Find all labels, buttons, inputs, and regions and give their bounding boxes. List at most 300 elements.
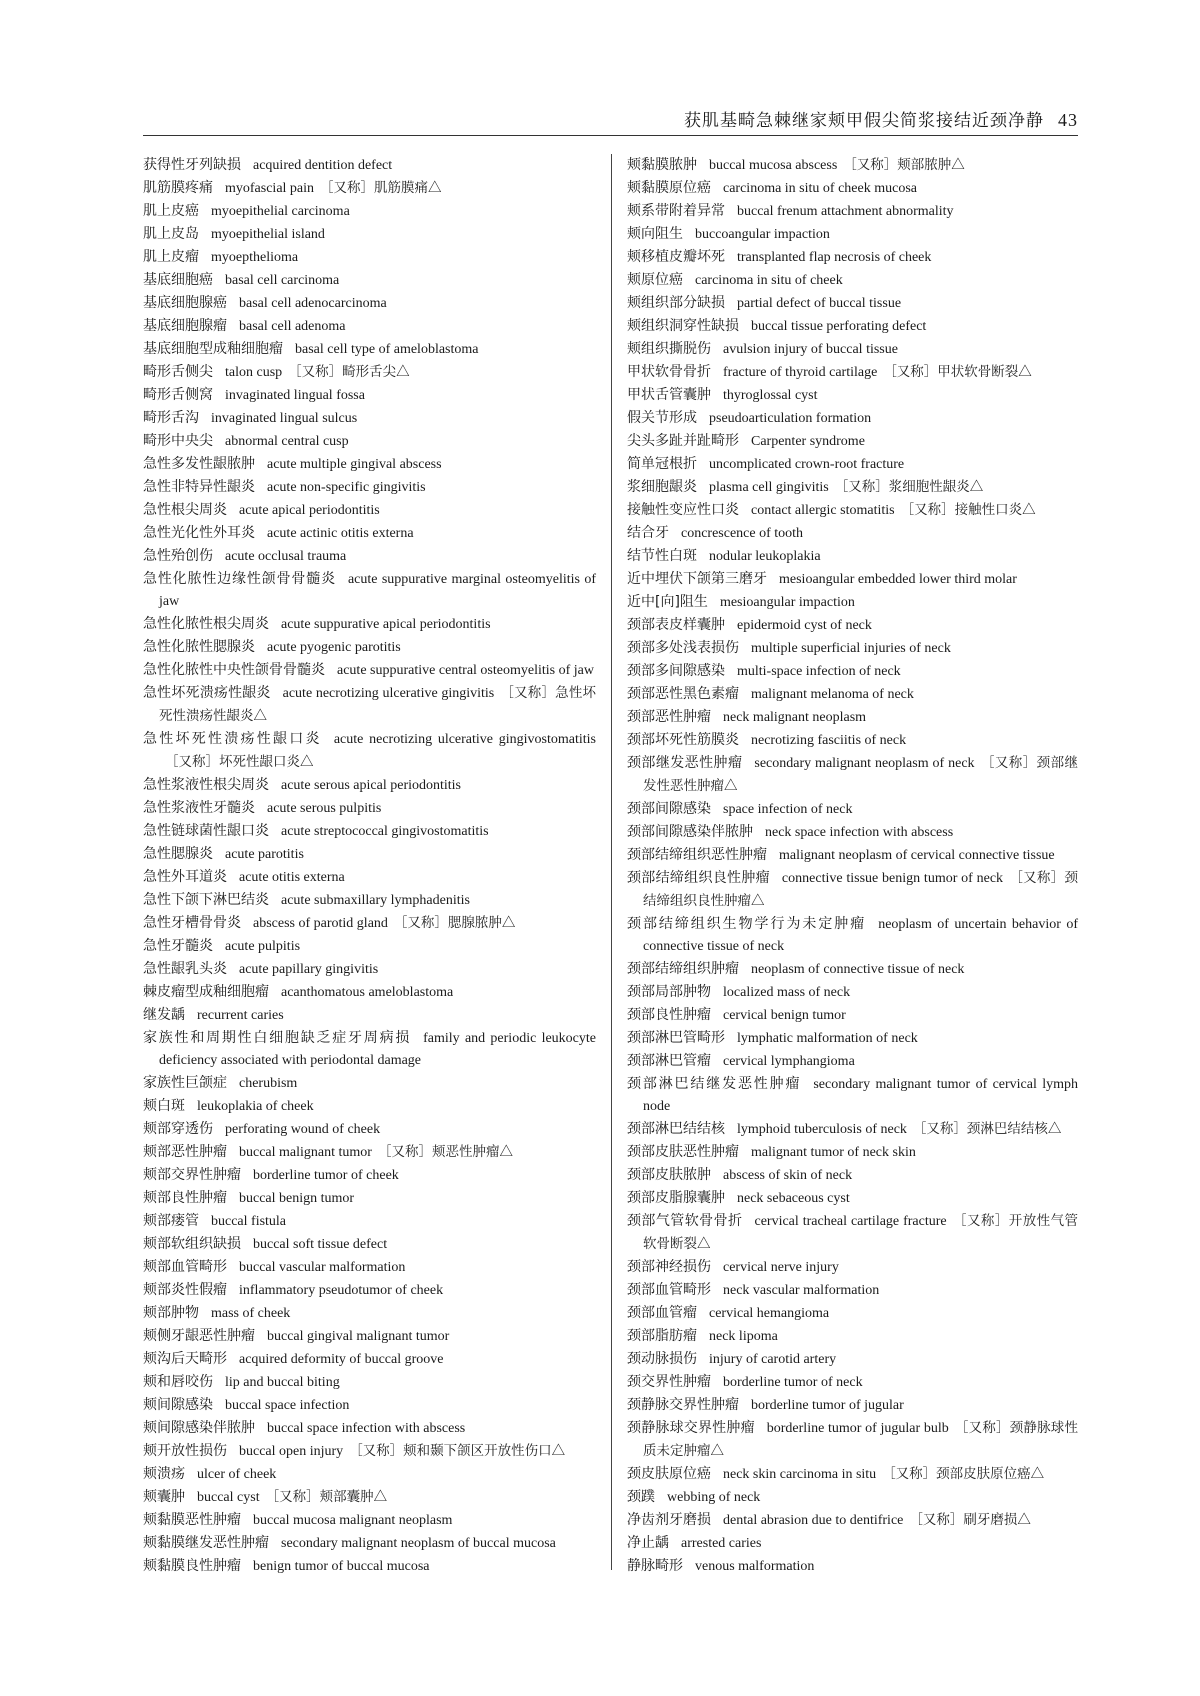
glossary-entry: [627, 614, 1078, 637]
term-chinese: 颊溃疡: [143, 1466, 185, 1482]
term-chinese: 颊沟后天畸形: [143, 1351, 227, 1367]
term-chinese: 颈部淋巴结结核: [627, 1121, 725, 1137]
term-chinese: 急性化脓性腮腺炎: [143, 639, 255, 655]
glossary-entry: [143, 981, 596, 1004]
term-chinese: 颈动脉损伤: [627, 1351, 697, 1367]
glossary-entry: [143, 636, 596, 659]
term-chinese: 简单冠根折: [627, 456, 697, 472]
term-english: inflammatory pseudotumor of cheek: [239, 1283, 444, 1298]
term-chinese: 颊移植皮瓣坏死: [627, 249, 725, 265]
glossary-entry: [143, 682, 596, 728]
glossary-entry: [143, 499, 596, 522]
glossary-entry: [627, 200, 1078, 223]
glossary-entry: [143, 1072, 596, 1095]
glossary-entry: [627, 1164, 1078, 1187]
term-chinese: 浆细胞龈炎: [627, 479, 697, 495]
glossary-entry: [627, 729, 1078, 752]
glossary-entry: [627, 752, 1078, 798]
term-english: arrested caries: [681, 1536, 762, 1551]
term-english: buccal malignant tumor: [239, 1145, 372, 1160]
glossary-entry: [143, 430, 596, 453]
glossary-entry: [143, 338, 596, 361]
glossary-entry: [627, 154, 1078, 177]
term-english: mesioangular impaction: [719, 595, 855, 610]
term-english: acute non-specific gingivitis: [267, 480, 426, 495]
term-english: acute submaxillary lymphadenitis: [281, 893, 470, 908]
term-synonym: ［又称］接触性口炎△: [900, 502, 1036, 517]
term-chinese: 近中埋伏下颌第三磨牙: [627, 571, 767, 587]
glossary-entry: [143, 1417, 596, 1440]
glossary-entry: [627, 637, 1078, 660]
glossary-entry: [143, 476, 596, 499]
term-english: fracture of thyroid cartilage: [723, 365, 878, 380]
term-english: acquired deformity of buccal groove: [239, 1352, 444, 1367]
term-chinese: 尖头多趾并趾畸形: [627, 433, 739, 449]
glossary-entry: [143, 1256, 596, 1279]
term-chinese: 颊部交界性肿瘤: [143, 1167, 241, 1183]
glossary-entry: [627, 246, 1078, 269]
glossary-entry: [627, 1509, 1078, 1532]
term-chinese: 颊系带附着异常: [627, 203, 725, 219]
term-chinese: 急性下颌下淋巴结炎: [143, 892, 269, 908]
glossary-entry: [143, 1118, 596, 1141]
term-chinese: 颊白斑: [143, 1098, 185, 1114]
term-chinese: 颈部皮脂腺囊肿: [627, 1190, 725, 1206]
term-english: acute pulpitis: [225, 939, 301, 954]
term-english: buccal cyst: [197, 1490, 260, 1505]
term-chinese: 畸形舌侧尖: [143, 364, 213, 380]
term-english: neoplasm of connective tissue of neck: [751, 962, 965, 977]
glossary-entry: [627, 545, 1078, 568]
term-english: acute serous pulpitis: [267, 801, 382, 816]
term-english: cervical tracheal cartilage fracture: [754, 1214, 947, 1229]
running-header: [684, 106, 1078, 131]
glossary-entry: [627, 1118, 1078, 1141]
term-chinese: 颊组织洞穿性缺损: [627, 318, 739, 334]
term-chinese: 急性浆液性牙髓炎: [143, 800, 255, 816]
glossary-entry: [627, 384, 1078, 407]
term-chinese: 颊黏膜原位癌: [627, 180, 711, 196]
glossary-entry: [627, 798, 1078, 821]
page-number: 43: [1058, 110, 1078, 130]
glossary-entry: [627, 1532, 1078, 1555]
glossary-entry: [627, 499, 1078, 522]
term-chinese: 颈交界性肿瘤: [627, 1374, 711, 1390]
term-chinese: 颊间隙感染伴脓肿: [143, 1420, 255, 1436]
glossary-entry: [627, 223, 1078, 246]
term-chinese: 急性化脓性中央性颌骨骨髓炎: [143, 662, 325, 678]
glossary-entry: [143, 1027, 596, 1072]
term-chinese: 急性龈乳头炎: [143, 961, 227, 977]
term-chinese: 结节性白斑: [627, 548, 697, 564]
term-synonym: ［又称］颈结缔组织良性肿瘤△: [643, 870, 1079, 908]
term-chinese: 颈部气管软骨骨折: [627, 1213, 743, 1229]
term-english: acute parotitis: [225, 847, 304, 862]
term-chinese: 颈部结缔组织生物学行为未定肿瘤: [627, 916, 867, 932]
glossary-entry: [627, 913, 1078, 958]
term-chinese: 颊部良性肿瘤: [143, 1190, 227, 1206]
term-english: neck lipoma: [709, 1329, 778, 1344]
term-chinese: 颊部肿物: [143, 1305, 199, 1321]
term-synonym: ［又称］腮腺脓肿△: [393, 915, 516, 930]
term-chinese: 急性腮腺炎: [143, 846, 213, 862]
term-chinese: 肌上皮岛: [143, 226, 199, 242]
term-chinese: 急性化脓性边缘性颌骨骨髓炎: [143, 571, 336, 587]
term-english: neoplasm of uncertain behavior of connective tissue of neck: [643, 917, 1079, 954]
term-english: buccal space infection: [225, 1398, 350, 1413]
term-synonym: ［又称］肌筋膜痛△: [320, 180, 442, 195]
glossary-entry: [627, 1371, 1078, 1394]
glossary-entry: [627, 867, 1078, 913]
glossary-entry: [143, 292, 596, 315]
glossary-entry: [143, 407, 596, 430]
term-synonym: ［又称］坏死性龈口炎△: [165, 754, 314, 769]
term-english: dental abrasion due to dentifrice: [723, 1513, 904, 1528]
column-divider: [611, 154, 612, 1570]
glossary-entry: [627, 1302, 1078, 1325]
term-chinese: 颊部血管畸形: [143, 1259, 227, 1275]
term-english: malignant neoplasm of cervical connective tissue: [779, 848, 1055, 863]
term-chinese: 颈部血管畸形: [627, 1282, 711, 1298]
term-english: transplanted flap necrosis of cheek: [737, 250, 932, 265]
term-english: myoepithelial carcinoma: [211, 204, 350, 219]
term-chinese: 颈部局部肿物: [627, 984, 711, 1000]
term-english: basal cell type of ameloblastoma: [295, 342, 479, 357]
header-rule: [143, 135, 1078, 136]
term-chinese: 颈部淋巴结继发恶性肿瘤: [627, 1076, 802, 1092]
term-english: buccal soft tissue defect: [253, 1237, 388, 1252]
glossary-entry: [627, 844, 1078, 867]
glossary-entry: [627, 522, 1078, 545]
term-chinese: 颈静脉球交界性肿瘤: [627, 1420, 755, 1436]
term-english: neck malignant neoplasm: [723, 710, 867, 725]
term-english: lymphoid tuberculosis of neck: [737, 1122, 907, 1137]
term-english: space infection of neck: [723, 802, 853, 817]
term-chinese: 甲状舌管囊肿: [627, 387, 711, 403]
term-synonym: ［又称］浆细胞性龈炎△: [834, 479, 984, 494]
term-english: acute suppurative marginal osteomyelitis of jaw: [159, 572, 596, 609]
term-english: acute papillary gingivitis: [239, 962, 379, 977]
term-synonym: ［又称］颊部囊肿△: [265, 1489, 388, 1504]
term-english: plasma cell gingivitis: [709, 480, 829, 495]
glossary-entry: [143, 568, 596, 613]
term-english: necrotizing fasciitis of neck: [751, 733, 907, 748]
glossary-entry: [143, 384, 596, 407]
term-synonym: ［又称］畸形舌尖△: [288, 364, 410, 379]
term-english: neck sebaceous cyst: [737, 1191, 850, 1206]
term-english: secondary malignant neoplasm of neck: [754, 756, 975, 771]
term-chinese: 颊和唇咬伤: [143, 1374, 213, 1390]
term-chinese: 颈部结缔组织良性肿瘤: [627, 870, 770, 886]
glossary-entry: [627, 1050, 1078, 1073]
term-chinese: 颊原位癌: [627, 272, 683, 288]
term-english: myoepithelial island: [211, 227, 325, 242]
term-chinese: 净止龋: [627, 1535, 669, 1551]
glossary-entry: [143, 315, 596, 338]
term-english: borderline tumor of neck: [723, 1375, 863, 1390]
term-english: malignant tumor of neck skin: [751, 1145, 916, 1160]
term-chinese: 颊黏膜脓肿: [627, 157, 697, 173]
term-english: buccal benign tumor: [239, 1191, 355, 1206]
term-english: localized mass of neck: [723, 985, 851, 1000]
term-english: buccal space infection with abscess: [267, 1421, 466, 1436]
glossary-entry: [627, 361, 1078, 384]
glossary-entry: [143, 797, 596, 820]
term-english: myoepthelioma: [211, 250, 299, 265]
term-english: carcinoma in situ of cheek: [695, 273, 843, 288]
term-chinese: 颊侧牙龈恶性肿瘤: [143, 1328, 255, 1344]
term-chinese: 急性坏死溃疡性龈炎: [143, 685, 271, 701]
term-chinese: 静脉畸形: [627, 1558, 683, 1574]
term-chinese: 急性根尖周炎: [143, 502, 227, 518]
glossary-entry: [143, 1279, 596, 1302]
term-english: ulcer of cheek: [197, 1467, 277, 1482]
term-english: cervical lymphangioma: [723, 1054, 855, 1069]
right-column: [627, 154, 1078, 1578]
term-chinese: 颊部穿透伤: [143, 1121, 213, 1137]
term-english: acute suppurative central osteomyelitis of jaw: [337, 663, 594, 678]
term-english: nodular leukoplakia: [709, 549, 821, 564]
term-english: acute suppurative apical periodontitis: [281, 617, 491, 632]
glossary-entry: [143, 1302, 596, 1325]
term-chinese: 颊组织撕脱伤: [627, 341, 711, 357]
glossary-entry: [627, 981, 1078, 1004]
term-chinese: 颈部脂肪瘤: [627, 1328, 697, 1344]
term-chinese: 基底细胞型成釉细胞瘤: [143, 341, 283, 357]
term-chinese: 颈部良性肿瘤: [627, 1007, 711, 1023]
term-chinese: 肌上皮癌: [143, 203, 199, 219]
term-chinese: 基底细胞癌: [143, 272, 213, 288]
glossary-entry: [143, 1371, 596, 1394]
term-chinese: 颈部表皮样囊肿: [627, 617, 725, 633]
term-chinese: 急性外耳道炎: [143, 869, 227, 885]
term-chinese: 颊囊肿: [143, 1489, 185, 1505]
term-english: avulsion injury of buccal tissue: [723, 342, 898, 357]
term-chinese: 颈部神经损伤: [627, 1259, 711, 1275]
term-synonym: ［又称］刷牙磨损△: [909, 1512, 1031, 1527]
term-english: buccal fistula: [211, 1214, 287, 1229]
term-chinese: 颈皮肤原位癌: [627, 1466, 711, 1482]
term-english: acute serous apical periodontitis: [281, 778, 461, 793]
glossary-entry: [143, 820, 596, 843]
term-english: webbing of neck: [667, 1490, 761, 1505]
term-english: malignant melanoma of neck: [751, 687, 914, 702]
glossary-entry: [627, 1325, 1078, 1348]
page-header: [143, 104, 1078, 136]
term-english: leukoplakia of cheek: [197, 1099, 314, 1114]
term-english: acute occlusal trauma: [225, 549, 347, 564]
term-english: lip and buccal biting: [225, 1375, 340, 1390]
term-english: Carpenter syndrome: [751, 434, 865, 449]
glossary-entry: [627, 660, 1078, 683]
term-english: contact allergic stomatitis: [751, 503, 895, 518]
term-english: buccal open injury: [239, 1444, 344, 1459]
glossary-entry: [143, 177, 596, 200]
glossary-entry: [627, 453, 1078, 476]
term-chinese: 颈部多处浅表损伤: [627, 640, 739, 656]
glossary-entry: [627, 1486, 1078, 1509]
term-english: buccal frenum attachment abnormality: [737, 204, 954, 219]
term-english: cervical hemangioma: [709, 1306, 830, 1321]
term-chinese: 甲状软骨骨折: [627, 364, 711, 380]
glossary-entry: [627, 476, 1078, 499]
term-chinese: 肌上皮瘤: [143, 249, 199, 265]
glossary-entry: [143, 843, 596, 866]
glossary-entry: [143, 200, 596, 223]
term-chinese: 颈部血管瘤: [627, 1305, 697, 1321]
glossary-entry: [143, 1555, 596, 1578]
glossary-entry: [627, 1348, 1078, 1371]
glossary-entry: [143, 1440, 596, 1463]
term-english: acute apical periodontitis: [239, 503, 380, 518]
glossary-entry: [627, 269, 1078, 292]
glossary-entry: [143, 223, 596, 246]
term-synonym: ［又称］颈部皮肤原位癌△: [882, 1466, 1045, 1481]
glossary-entry: [627, 568, 1078, 591]
term-chinese: 颊间隙感染: [143, 1397, 213, 1413]
term-english: invaginated lingual fossa: [225, 388, 365, 403]
glossary-entry: [143, 545, 596, 568]
term-chinese: 结合牙: [627, 525, 669, 541]
term-chinese: 颈部间隙感染伴脓肿: [627, 824, 753, 840]
glossary-entry: [143, 522, 596, 545]
term-english: acute necrotizing ulcerative gingivostomatitis: [333, 732, 596, 747]
glossary-entry: [627, 177, 1078, 200]
glossary-entry: [627, 1027, 1078, 1050]
glossary-entry: [143, 613, 596, 636]
term-chinese: 急性殆创伤: [143, 548, 213, 564]
glossary-entry: [143, 154, 596, 177]
term-chinese: 获得性牙列缺损: [143, 157, 241, 173]
term-synonym: ［又称］颊和颞下颌区开放性伤口△: [349, 1443, 566, 1458]
glossary-entry: [143, 1509, 596, 1532]
glossary-entry: [627, 1417, 1078, 1463]
term-chinese: 颊组织部分缺损: [627, 295, 725, 311]
term-english: partial defect of buccal tissue: [737, 296, 902, 311]
term-chinese: 急性化脓性根尖周炎: [143, 616, 269, 632]
glossary-entry: [627, 1463, 1078, 1486]
term-synonym: ［又称］颈部继发性恶性肿瘤△: [643, 755, 1078, 793]
glossary-entry: [627, 591, 1078, 614]
term-chinese: 净齿剂牙磨损: [627, 1512, 711, 1528]
glossary-entry: [143, 1004, 596, 1027]
term-english: abscess of parotid gland: [253, 916, 388, 931]
glossary-entry: [143, 958, 596, 981]
glossary-entry: [627, 1210, 1078, 1256]
term-synonym: ［又称］颈淋巴结结核△: [912, 1121, 1062, 1136]
glossary-entry: [143, 1187, 596, 1210]
glossary-entry: [143, 774, 596, 797]
term-english: abscess of skin of neck: [723, 1168, 853, 1183]
term-chinese: 肌筋膜疼痛: [143, 180, 213, 196]
term-chinese: 颈部恶性黑色素瘤: [627, 686, 739, 702]
term-english: neck skin carcinoma in situ: [723, 1467, 877, 1482]
term-chinese: 颊部炎性假瘤: [143, 1282, 227, 1298]
term-chinese: 颊向阻生: [627, 226, 683, 242]
term-english: recurrent caries: [197, 1008, 284, 1023]
term-english: concrescence of tooth: [681, 526, 804, 541]
term-chinese: 棘皮瘤型成釉细胞瘤: [143, 984, 269, 1000]
glossary-entry: [143, 1394, 596, 1417]
term-english: acute otitis externa: [239, 870, 345, 885]
term-english: multi-space infection of neck: [737, 664, 901, 679]
term-synonym: ［又称］颊恶性肿瘤△: [377, 1144, 513, 1159]
term-english: basal cell adenocarcinoma: [239, 296, 387, 311]
glossary-entry: [627, 430, 1078, 453]
term-chinese: 颈部坏死性筋膜炎: [627, 732, 739, 748]
glossary-entry: [143, 889, 596, 912]
term-chinese: 颊黏膜继发恶性肿瘤: [143, 1535, 269, 1551]
glossary-entry: [143, 912, 596, 935]
term-chinese: 畸形中央尖: [143, 433, 213, 449]
term-chinese: 颈部结缔组织恶性肿瘤: [627, 847, 767, 863]
term-chinese: 急性链球菌性龈口炎: [143, 823, 269, 839]
glossary-entry: [143, 1210, 596, 1233]
term-english: injury of carotid artery: [709, 1352, 837, 1367]
term-english: carcinoma in situ of cheek mucosa: [723, 181, 917, 196]
term-english: cervical benign tumor: [723, 1008, 846, 1023]
term-chinese: 颈部多间隙感染: [627, 663, 725, 679]
term-synonym: ［又称］颊部脓肿△: [843, 157, 965, 172]
term-english: buccal vascular malformation: [239, 1260, 406, 1275]
term-chinese: 颈部皮肤脓肿: [627, 1167, 711, 1183]
term-chinese: 颊部软组织缺损: [143, 1236, 241, 1252]
glossary-entry: [627, 292, 1078, 315]
term-english: family and periodic leukocyte deficiency associated with periodontal damage: [159, 1031, 596, 1068]
term-chinese: 颊部瘘管: [143, 1213, 199, 1229]
glossary-entry: [143, 1233, 596, 1256]
term-english: basal cell adenoma: [239, 319, 346, 334]
term-chinese: 颈部继发恶性肿瘤: [627, 755, 743, 771]
glossary-entry: [143, 269, 596, 292]
term-english: mesioangular embedded lower third molar: [779, 572, 1017, 587]
term-chinese: 急性浆液性根尖周炎: [143, 777, 269, 793]
term-chinese: 颈部淋巴管畸形: [627, 1030, 725, 1046]
term-chinese: 急性牙髓炎: [143, 938, 213, 954]
term-chinese: 急性多发性龈脓肿: [143, 456, 255, 472]
glossary-entry: [143, 1486, 596, 1509]
glossary-entry: [143, 246, 596, 269]
glossary-entry: [627, 1004, 1078, 1027]
glossary-entry: [143, 1532, 596, 1555]
term-chinese: 颈部皮肤恶性肿瘤: [627, 1144, 739, 1160]
term-english: acute necrotizing ulcerative gingivitis: [282, 686, 495, 701]
term-chinese: 急性坏死性溃疡性龈口炎: [143, 731, 322, 747]
term-english: abnormal central cusp: [225, 434, 349, 449]
term-english: buccal gingival malignant tumor: [267, 1329, 450, 1344]
term-english: acute pyogenic parotitis: [267, 640, 401, 655]
term-synonym: ［又称］颈静脉球性质未定肿瘤△: [643, 1420, 1078, 1458]
term-chinese: 近中[向]阻生: [627, 594, 708, 610]
term-english: buccoangular impaction: [695, 227, 830, 242]
glossary-entry: [627, 1141, 1078, 1164]
term-english: cherubism: [239, 1076, 298, 1091]
term-english: borderline tumor of cheek: [253, 1168, 399, 1183]
term-chinese: 颊黏膜良性肿瘤: [143, 1558, 241, 1574]
term-chinese: 接触性变应性口炎: [627, 502, 739, 518]
glossary-entry: [143, 1141, 596, 1164]
glossary-entry: [143, 935, 596, 958]
term-chinese: 假关节形成: [627, 410, 697, 426]
term-english: invaginated lingual sulcus: [211, 411, 358, 426]
term-chinese: 颈静脉交界性肿瘤: [627, 1397, 739, 1413]
glossary-entry: [143, 659, 596, 682]
term-english: connective tissue benign tumor of neck: [781, 871, 1004, 886]
term-english: neck vascular malformation: [723, 1283, 880, 1298]
term-chinese: 颈部间隙感染: [627, 801, 711, 817]
term-synonym: ［又称］开放性气管软骨断裂△: [643, 1213, 1079, 1251]
term-chinese: 畸形舌沟: [143, 410, 199, 426]
